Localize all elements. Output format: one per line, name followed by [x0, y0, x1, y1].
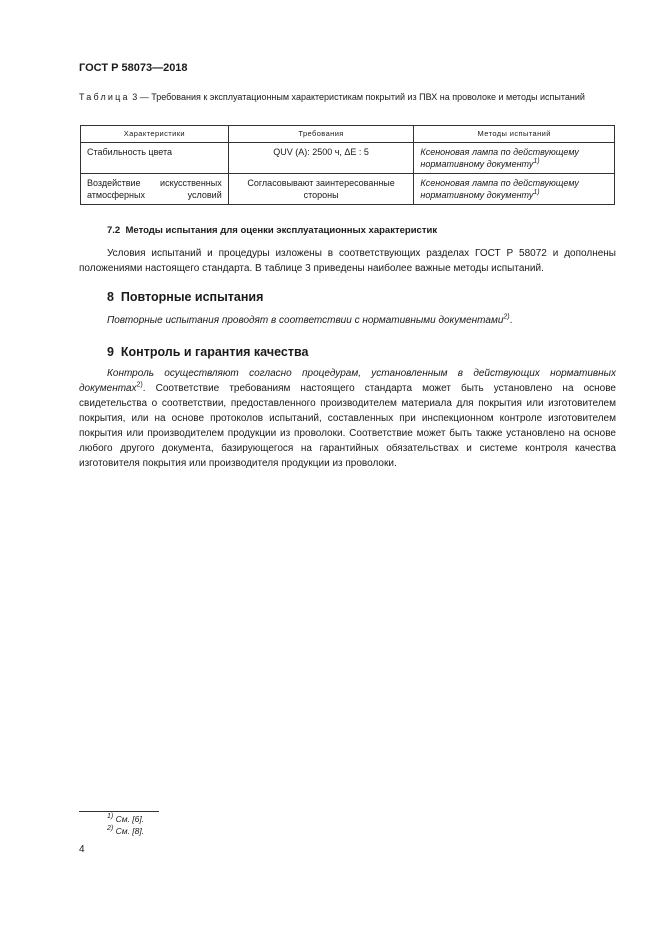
document-code: ГОСТ Р 58073—2018 [79, 62, 188, 74]
table-cell [414, 143, 615, 174]
table-row [81, 143, 615, 174]
section-title: Повторные испытания [120, 290, 264, 304]
paragraph-text-italic: Контроль осуществляют согласно процедурам, установленным в действующих нормативных документах [79, 368, 616, 394]
table-cell: QUV (А): 2500 ч, ΔE : 5 [228, 143, 414, 174]
footnote-ref: 2) [503, 313, 510, 321]
section-heading-9 [107, 345, 308, 359]
footnote-text: См. [6]. [115, 814, 145, 824]
subsection-heading-7-2 [107, 225, 437, 236]
section-number: 8 [107, 290, 114, 304]
table-cell: Согласовывают заинтересованные стороны [228, 174, 414, 205]
footnote-ref: 1) [533, 158, 540, 165]
paragraph-7-2 [79, 246, 616, 276]
footnote [107, 814, 144, 824]
page-number: 4 [79, 844, 85, 855]
requirements-table [80, 125, 615, 205]
table-cell: Воздействие искусственных атмосферных условий [81, 174, 229, 205]
subsection-title: Методы испытания для оценки эксплуатационных характеристик [125, 225, 438, 236]
table-row [81, 174, 615, 205]
table-caption-word: Таблица [79, 92, 130, 102]
column-header: Методы испытаний [414, 126, 615, 143]
footnote [107, 826, 144, 836]
footnote-ref: 1) [533, 189, 540, 196]
subsection-number: 7.2 [107, 225, 121, 236]
table-cell [414, 174, 615, 205]
column-header: Требования [228, 126, 414, 143]
section-title: Контроль и гарантия качества [120, 345, 309, 359]
paragraph-text: . Соответствие требованиям настоящего стандарта может быть установлено на основе свидетельства о соответствии, предоставленного производителем материала для покрытия или изготовителем покрытия, или на основе протоколов испытаний, составленных при инспекционном контроле изготовителем покрытия или производителем продукции из проволоки. Соответствие может быть также установлено на основе любого другого документа, базирующегося на гарантийных обязательствах и системе контроля качества изготовителя покрытия или производителя продукции из проволоки. [79, 383, 616, 469]
section-heading-8 [107, 290, 263, 304]
column-header: Характеристики [81, 126, 229, 143]
footnote-text: См. [8]. [115, 826, 145, 836]
paragraph-text: Условия испытаний и процедуры изложены в соответствующих разделах ГОСТ Р 58072 и дополнены положениями настоящего стандарта. В таблице 3 приведены наиболее важные методы испытаний. [79, 248, 616, 274]
footnote-mark: 1) [107, 813, 114, 821]
table-header-row [81, 126, 615, 143]
section-number: 9 [107, 345, 114, 359]
footnote-ref: 2) [136, 381, 143, 389]
table-caption-text: 3 — Требования к эксплуатационным характеристикам покрытий из ПВХ на проволоке и методы испытаний [132, 92, 585, 102]
paragraph-tail: . [509, 315, 513, 326]
paragraph-9 [79, 366, 616, 471]
table-caption [79, 91, 616, 103]
paragraph-text: Повторные испытания проводят в соответствии с нормативными документами [107, 315, 504, 326]
footnote-divider [79, 811, 159, 812]
table-cell: Стабильность цвета [81, 143, 229, 174]
method-text: Ксеноновая лампа по действующему нормативному документу [420, 147, 579, 169]
method-text: Ксеноновая лампа по действующему нормативному документу [420, 178, 579, 200]
footnote-mark: 2) [107, 825, 114, 833]
paragraph-8 [79, 313, 616, 328]
